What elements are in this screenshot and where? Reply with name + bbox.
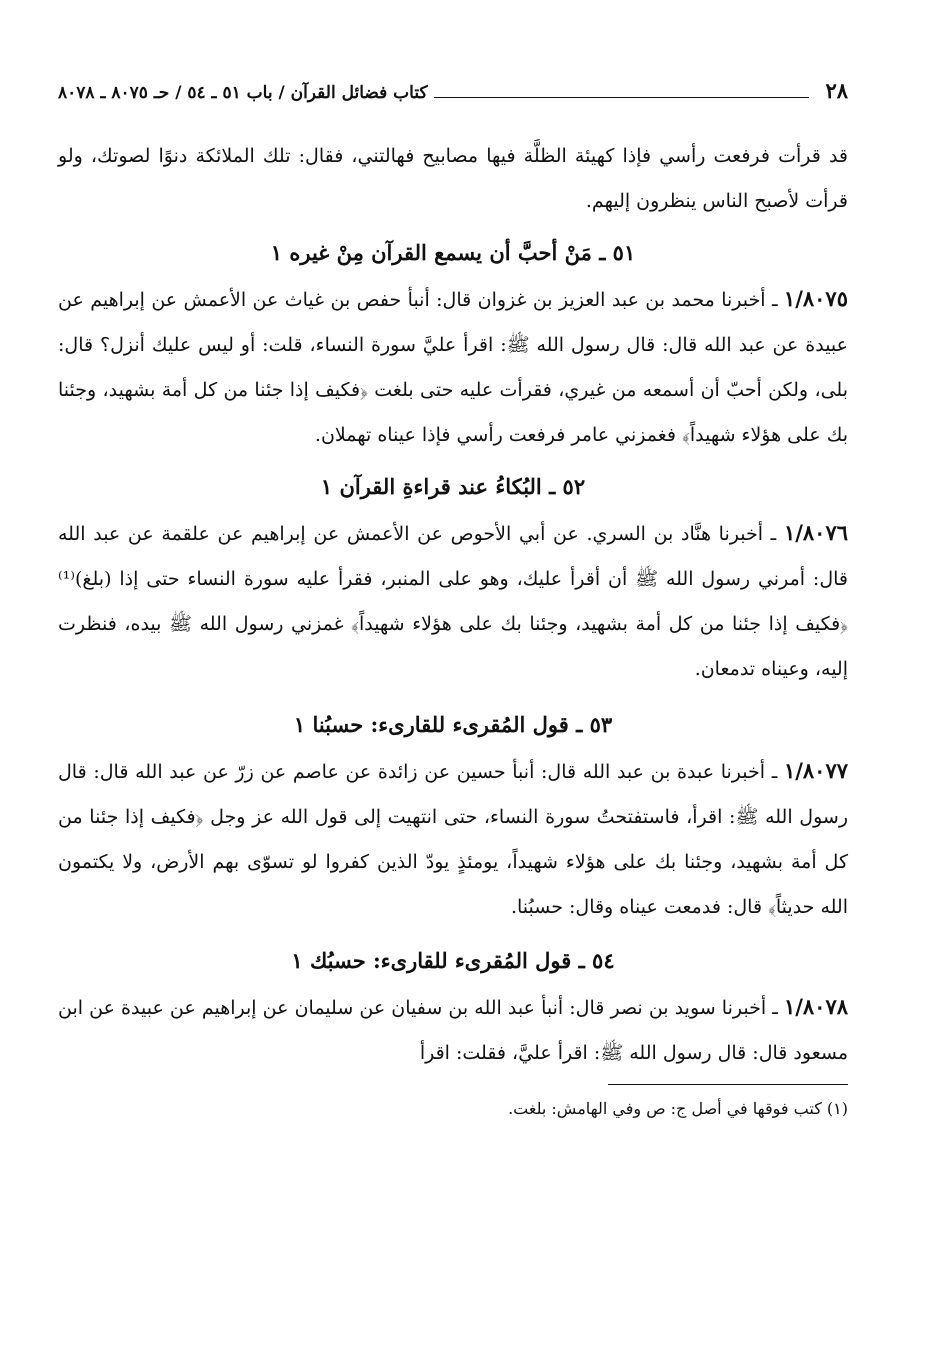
page-number: ٢٨ [825,78,848,103]
hadith-number: ١/٨٠٧٥ [783,286,848,311]
intro-paragraph: قد قرأت فرفعت رأسي فإذا كهيئة الظلَّة فيها مصابيح فهالتني، فقال: تلك الملائكة دنوًا لصوتك، ولو قرأت لأصبح الناس ينظرون إليهم. [58,145,848,212]
header-rule [434,85,810,98]
hadith-text: ـ أخبرنا هنَّاد بن السري. عن أبي الأحوص عن الأعمش عن إبراهيم عن علقمة عن عبد الله قال: أمرني رسول الله ﷺ أن أقرأ عليك، وهو على المنبر، فقرأ عليه سورة النساء حتى إذا (بلغ)⁽¹⁾ ﴿فكيف إذا جئنا من كل أمة بشهيد، وجئنا بك على هؤلاء شهيداً﴾ غمزني رسول الله ﷺ بيده، فنظرت إليه، وعيناه تدمعان. [58,523,848,680]
section-title-52: ٥٢ ـ البُكاءُ عند قراءةِ القرآن ١ [320,474,586,499]
hadith-text: ـ أخبرنا محمد بن عبد العزيز بن غزوان قال: أنبأ حفص بن غياث عن الأعمش عن إبراهيم عن عبيدة عن عبد الله قال: قال رسول الله ﷺ: اقرأ عليَّ سورة النساء، قلت: أو ليس عليك أنزل؟ قال: بلى، ولكن أحبّ أن أسمعه من غيري، فقرأت عليه حتى بلغت ﴿فكيف إذا جئنا من كل أمة بشهيد، وجئنا بك على هؤلاء شهيداً﴾ فغمزني عامر فرفعت رأسي فإذا عيناه تهملان. [58,289,848,446]
section-title-54: ٥٤ ـ قول المُقرىء للقارىء: حسبُك ١ [291,948,615,973]
section-title-53: ٥٣ ـ قول المُقرىء للقارىء: حسبُنا ١ [293,712,613,737]
hadith-text: ـ أخبرنا سويد بن نصر قال: أنبأ عبد الله بن سفيان عن سليمان عن إبراهيم عن عبيدة عن ابن مسعود قال: قال رسول الله ﷺ: اقرأ عليَّ، فقلت: اقرأ [58,997,848,1064]
hadith-8075 [58,276,848,458]
hadith-number: ١/٨٠٧٦ [783,520,849,545]
hadith-8077 [58,748,848,930]
section-title-51: ٥١ ـ مَنْ أحبَّ أن يسمع القرآن مِنْ غيره ١ [270,240,636,265]
running-header [58,78,848,112]
hadith-8076 [58,510,848,692]
book-page [58,78,848,1121]
footnote-divider [608,1084,848,1085]
hadith-number: ١/٨٠٧٧ [783,758,849,783]
footnote: (١) كتب فوقها في أصل ج: ص وفي الهامش: بلغت. [508,1099,848,1118]
hadith-number: ١/٨٠٧٨ [783,994,849,1019]
header-title: كتاب فضائل القرآن / باب ٥١ ـ ٥٤ / حـ ٨٠٧٥ ـ ٨٠٧٨ [58,83,428,103]
hadith-text: ـ أخبرنا عبدة بن عبد الله قال: أنبأ حسين عن زائدة عن عاصم عن زرّ عن عبد الله قال: قال رسول الله ﷺ: اقرأ، فاستفتحتُ سورة النساء، حتى انتهيت إلى قول الله عز وجل ﴿فكيف إذا جئنا من كل أمة بشهيد، وجئنا بك على هؤلاء شهيداً، يومئذٍ يودّ الذين كفروا لو تسوّى بهم الأرض، ولا يكتمون الله حديثاً﴾ قال: فدمعت عيناه وقال: حسبُنا. [58,761,848,918]
hadith-8078 [58,984,848,1076]
